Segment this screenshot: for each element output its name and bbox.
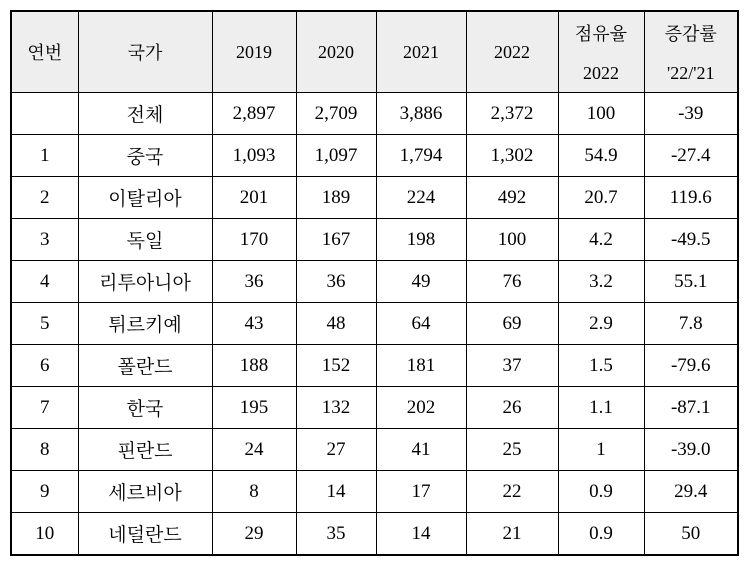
- table-cell: 25: [466, 429, 558, 471]
- table-cell: 189: [296, 177, 376, 219]
- column-header-line1: 점유율: [574, 24, 628, 44]
- column-header-line1: 2020: [318, 41, 354, 62]
- table-cell: 54.9: [558, 135, 644, 177]
- table-cell: 7.8: [644, 303, 738, 345]
- table-cell: 중국: [78, 135, 212, 177]
- column-header-line1: 2019: [236, 41, 272, 62]
- table-cell: 4.2: [558, 219, 644, 261]
- table-cell: 리투아니아: [78, 261, 212, 303]
- table-cell: 1,794: [376, 135, 466, 177]
- table-cell: 핀란드: [78, 429, 212, 471]
- table-cell: 2: [11, 177, 78, 219]
- header-row: [11, 11, 738, 93]
- table-cell: 195: [212, 387, 296, 429]
- table-cell: 492: [466, 177, 558, 219]
- table-cell: 36: [296, 261, 376, 303]
- table-row: [11, 429, 738, 471]
- table-cell: 22: [466, 471, 558, 513]
- table-cell: 8: [11, 429, 78, 471]
- table-cell: 폴란드: [78, 345, 212, 387]
- table-cell: 한국: [78, 387, 212, 429]
- table-cell: 2,709: [296, 93, 376, 135]
- column-header-content: [467, 42, 558, 63]
- column-header: [212, 11, 296, 93]
- table-cell: 49: [376, 261, 466, 303]
- table-row: [11, 93, 738, 135]
- column-header-line1: 국가: [127, 43, 163, 63]
- table-cell: 6: [11, 345, 78, 387]
- column-header-content: [559, 20, 644, 84]
- table-row: [11, 387, 738, 429]
- table-cell: 4: [11, 261, 78, 303]
- column-header: [296, 11, 376, 93]
- column-header-content: [213, 42, 296, 63]
- table-cell: 네덜란드: [78, 513, 212, 556]
- table-cell: 8: [212, 471, 296, 513]
- table-row: [11, 135, 738, 177]
- table-cell: 224: [376, 177, 466, 219]
- table-cell: 29: [212, 513, 296, 556]
- table-row: [11, 303, 738, 345]
- table-cell: 41: [376, 429, 466, 471]
- table-cell: 50: [644, 513, 738, 556]
- column-header-line2: 2022: [583, 63, 619, 83]
- table-row: [11, 261, 738, 303]
- table-cell: -79.6: [644, 345, 738, 387]
- table-cell: 55.1: [644, 261, 738, 303]
- table-cell: 76: [466, 261, 558, 303]
- table-cell: 2.9: [558, 303, 644, 345]
- column-header: [644, 11, 738, 93]
- table-row: [11, 177, 738, 219]
- table-cell: 20.7: [558, 177, 644, 219]
- table-cell: 24: [212, 429, 296, 471]
- table-cell: 튀르키예: [78, 303, 212, 345]
- table-cell: 3.2: [558, 261, 644, 303]
- column-header: [11, 11, 78, 93]
- table-cell: 21: [466, 513, 558, 556]
- column-header-content: [297, 42, 376, 63]
- table-cell: 201: [212, 177, 296, 219]
- table-cell: 100: [466, 219, 558, 261]
- table-cell: 14: [296, 471, 376, 513]
- table-cell: 64: [376, 303, 466, 345]
- country-statistics-table: [10, 10, 739, 556]
- table-row: [11, 513, 738, 556]
- column-header-content: [377, 42, 466, 63]
- table-cell: 181: [376, 345, 466, 387]
- table-cell: 202: [376, 387, 466, 429]
- table-cell: 198: [376, 219, 466, 261]
- table-cell: 119.6: [644, 177, 738, 219]
- table-cell: 37: [466, 345, 558, 387]
- column-header-line2: '22/'21: [667, 63, 715, 83]
- table-cell: 1: [558, 429, 644, 471]
- column-header: [78, 11, 212, 93]
- table-cell: 29.4: [644, 471, 738, 513]
- table-cell: 1: [11, 135, 78, 177]
- column-header-content: [79, 39, 212, 65]
- column-header-line1: 2021: [403, 41, 439, 62]
- table-cell: 188: [212, 345, 296, 387]
- table-cell: 1,097: [296, 135, 376, 177]
- table-cell: 132: [296, 387, 376, 429]
- table-cell: 0.9: [558, 471, 644, 513]
- table-cell: 14: [376, 513, 466, 556]
- table-cell: 5: [11, 303, 78, 345]
- table-cell: 9: [11, 471, 78, 513]
- table-cell: 36: [212, 261, 296, 303]
- table-cell: 3,886: [376, 93, 466, 135]
- table-cell: 167: [296, 219, 376, 261]
- table-cell: 7: [11, 387, 78, 429]
- column-header-line1: 2022: [494, 41, 530, 62]
- table-cell: 세르비아: [78, 471, 212, 513]
- table-cell: 전체: [78, 93, 212, 135]
- table-cell: 48: [296, 303, 376, 345]
- table-row: [11, 345, 738, 387]
- column-header: [376, 11, 466, 93]
- table-cell: 2,897: [212, 93, 296, 135]
- table-cell: -87.1: [644, 387, 738, 429]
- table-cell: 0.9: [558, 513, 644, 556]
- column-header: [558, 11, 644, 93]
- table-cell: 1.1: [558, 387, 644, 429]
- table-cell: 35: [296, 513, 376, 556]
- table-row: [11, 219, 738, 261]
- table-cell: 100: [558, 93, 644, 135]
- table-cell: -39: [644, 93, 738, 135]
- table-cell: 69: [466, 303, 558, 345]
- table-row: [11, 471, 738, 513]
- column-header-line1: 증감률: [664, 24, 717, 44]
- table-cell: 이탈리아: [78, 177, 212, 219]
- table-body: [11, 93, 738, 556]
- table-cell: 3: [11, 219, 78, 261]
- table-cell: -27.4: [644, 135, 738, 177]
- table-cell: 2,372: [466, 93, 558, 135]
- column-header-content: [12, 39, 78, 65]
- column-header: [466, 11, 558, 93]
- table-cell: -49.5: [644, 219, 738, 261]
- table-cell: 독일: [78, 219, 212, 261]
- column-header-content: [645, 20, 738, 84]
- table-cell: 1,093: [212, 135, 296, 177]
- table-cell: 1,302: [466, 135, 558, 177]
- table-cell: 27: [296, 429, 376, 471]
- table-cell: 43: [212, 303, 296, 345]
- table-cell: 1.5: [558, 345, 644, 387]
- table-cell: 170: [212, 219, 296, 261]
- table-cell: 152: [296, 345, 376, 387]
- table-cell: 10: [11, 513, 78, 556]
- table-cell: 26: [466, 387, 558, 429]
- column-header-line1: 연번: [27, 43, 63, 63]
- table-cell: 17: [376, 471, 466, 513]
- table-cell: [11, 93, 78, 135]
- table-cell: -39.0: [644, 429, 738, 471]
- country-statistics-table-wrap: [10, 10, 739, 556]
